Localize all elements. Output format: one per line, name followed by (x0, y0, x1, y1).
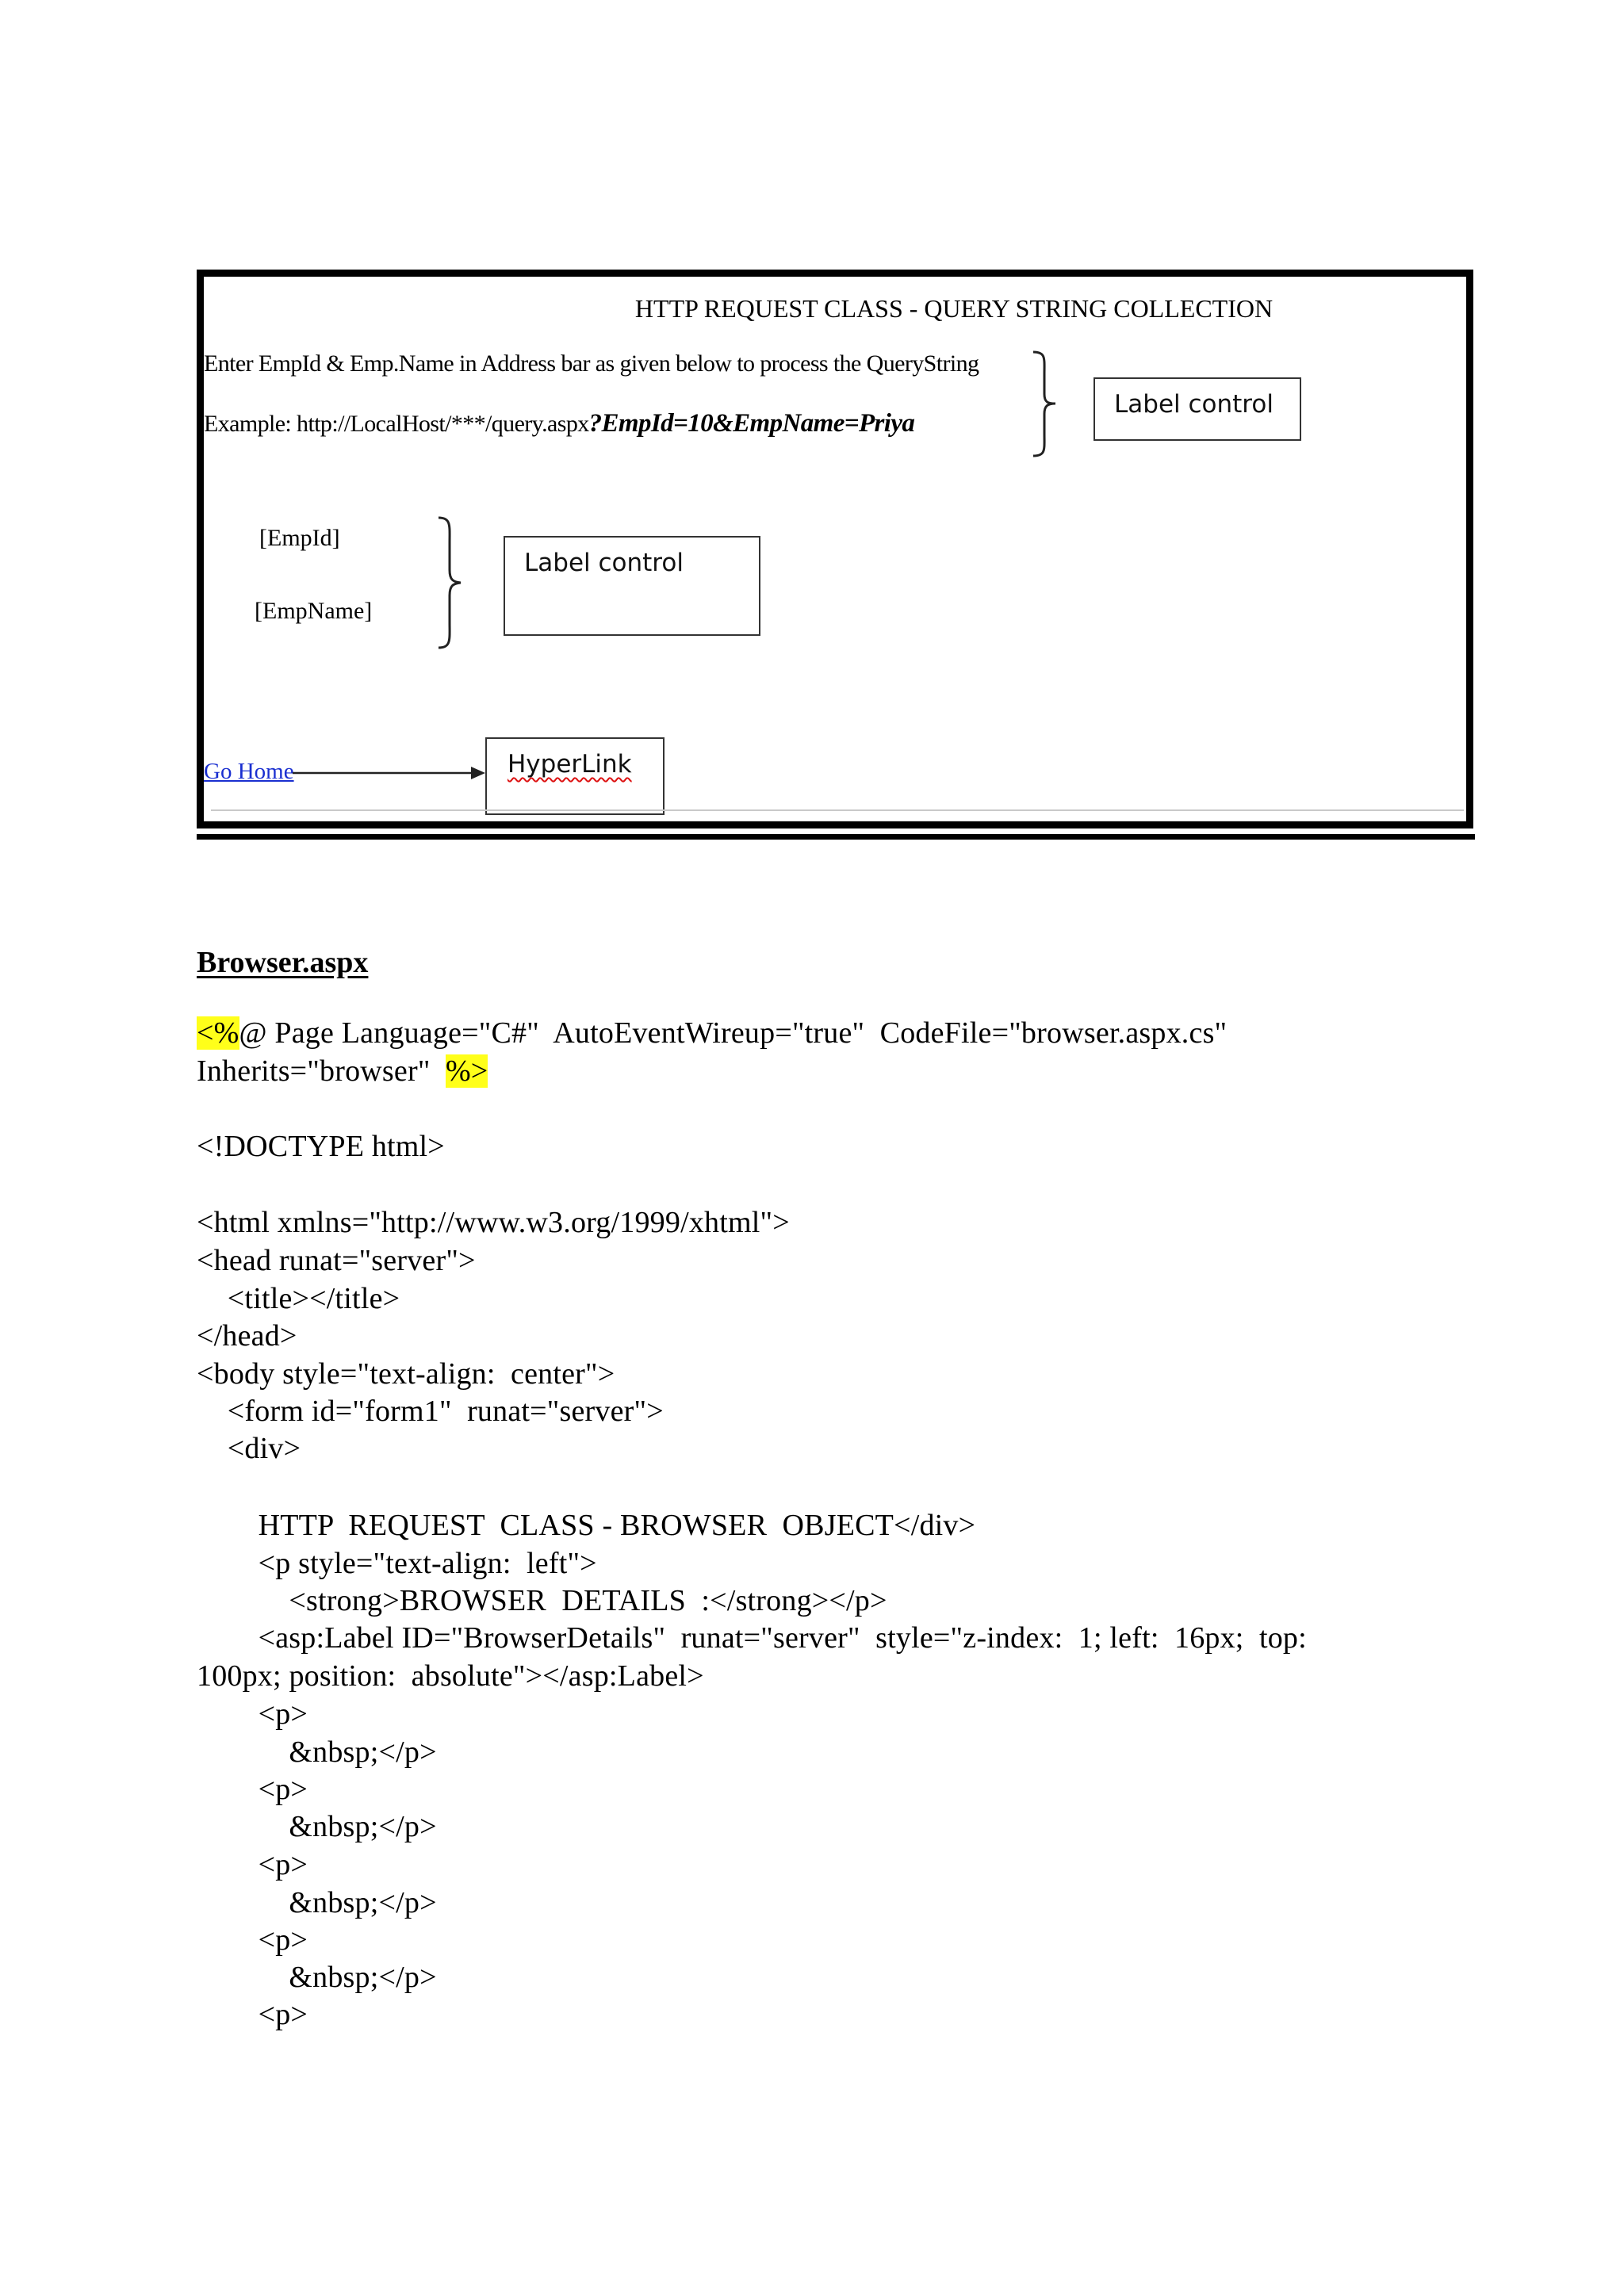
code-line: <html xmlns="http://www.w3.org/1999/xhtml"> (197, 1206, 790, 1239)
code-line: &nbsp;</p> (197, 1735, 437, 1769)
code-line: <head runat="server"> (197, 1244, 476, 1277)
code-line: <!DOCTYPE html> (197, 1130, 445, 1163)
label-control-callout: Label control (1094, 377, 1301, 441)
directive-open-highlight: <% (197, 1016, 239, 1050)
figure-divider (211, 809, 1464, 811)
code-line: 100px; position: absolute"></asp:Label> (197, 1659, 704, 1693)
code-line: <p> (197, 1773, 308, 1806)
hyperlink-callout: HyperLink (485, 737, 665, 815)
arrow-right-icon (293, 763, 487, 783)
directive-close-highlight: %> (445, 1054, 488, 1088)
code-line: <asp:Label ID="BrowserDetails" runat="server" style="z-index: 1; left: 16px; top: (197, 1621, 1307, 1655)
page-directive-line-1: <%@ Page Language="C#" AutoEventWireup="true" CodeFile="browser.aspx.cs" (197, 1016, 1228, 1050)
code-line: <p> (197, 1848, 308, 1881)
figure-bottom-rule (197, 834, 1475, 840)
code-line: <title></title> (197, 1282, 400, 1315)
code-line: HTTP REQUEST CLASS - BROWSER OBJECT</div> (197, 1509, 976, 1542)
figure-example-url (204, 409, 914, 438)
code-line: &nbsp;</p> (197, 1961, 437, 1994)
screenshot-figure (197, 270, 1473, 828)
code-line: &nbsp;</p> (197, 1886, 437, 1919)
code-line: <p> (197, 1697, 308, 1731)
code-line: <p style="text-align: left"> (197, 1547, 597, 1580)
section-heading: Browser.aspx (197, 946, 369, 979)
example-url-query: ?EmpId=10&EmpName=Priya (588, 409, 915, 438)
code-line: <p> (197, 1923, 308, 1957)
figure-instruction-text: Enter EmpId & Emp.Name in Address bar as given below to process the QueryString (204, 350, 979, 377)
label-control-callout: Label control (504, 536, 760, 636)
page-directive-line-2: Inherits="browser" %> (197, 1054, 488, 1088)
code-line: <strong>BROWSER DETAILS :</strong></p> (197, 1584, 887, 1617)
code-line: &nbsp;</p> (197, 1810, 437, 1843)
code-line: <body style="text-align: center"> (197, 1357, 615, 1391)
code-line: <form id="form1" runat="server"> (197, 1395, 664, 1428)
figure-title: HTTP REQUEST CLASS - QUERY STRING COLLECTION (634, 294, 1274, 323)
code-line: </head> (197, 1319, 297, 1353)
go-home-link[interactable]: Go Home (204, 759, 294, 784)
empname-label: [EmpName] (255, 598, 373, 624)
empid-label: [EmpId] (259, 525, 340, 551)
right-brace-icon (1028, 350, 1060, 457)
code-line: <p> (197, 1998, 308, 2031)
right-brace-icon (434, 516, 465, 649)
code-line: <div> (197, 1432, 301, 1465)
example-url-prefix: Example: http://LocalHost/***/query.aspx (204, 411, 589, 437)
